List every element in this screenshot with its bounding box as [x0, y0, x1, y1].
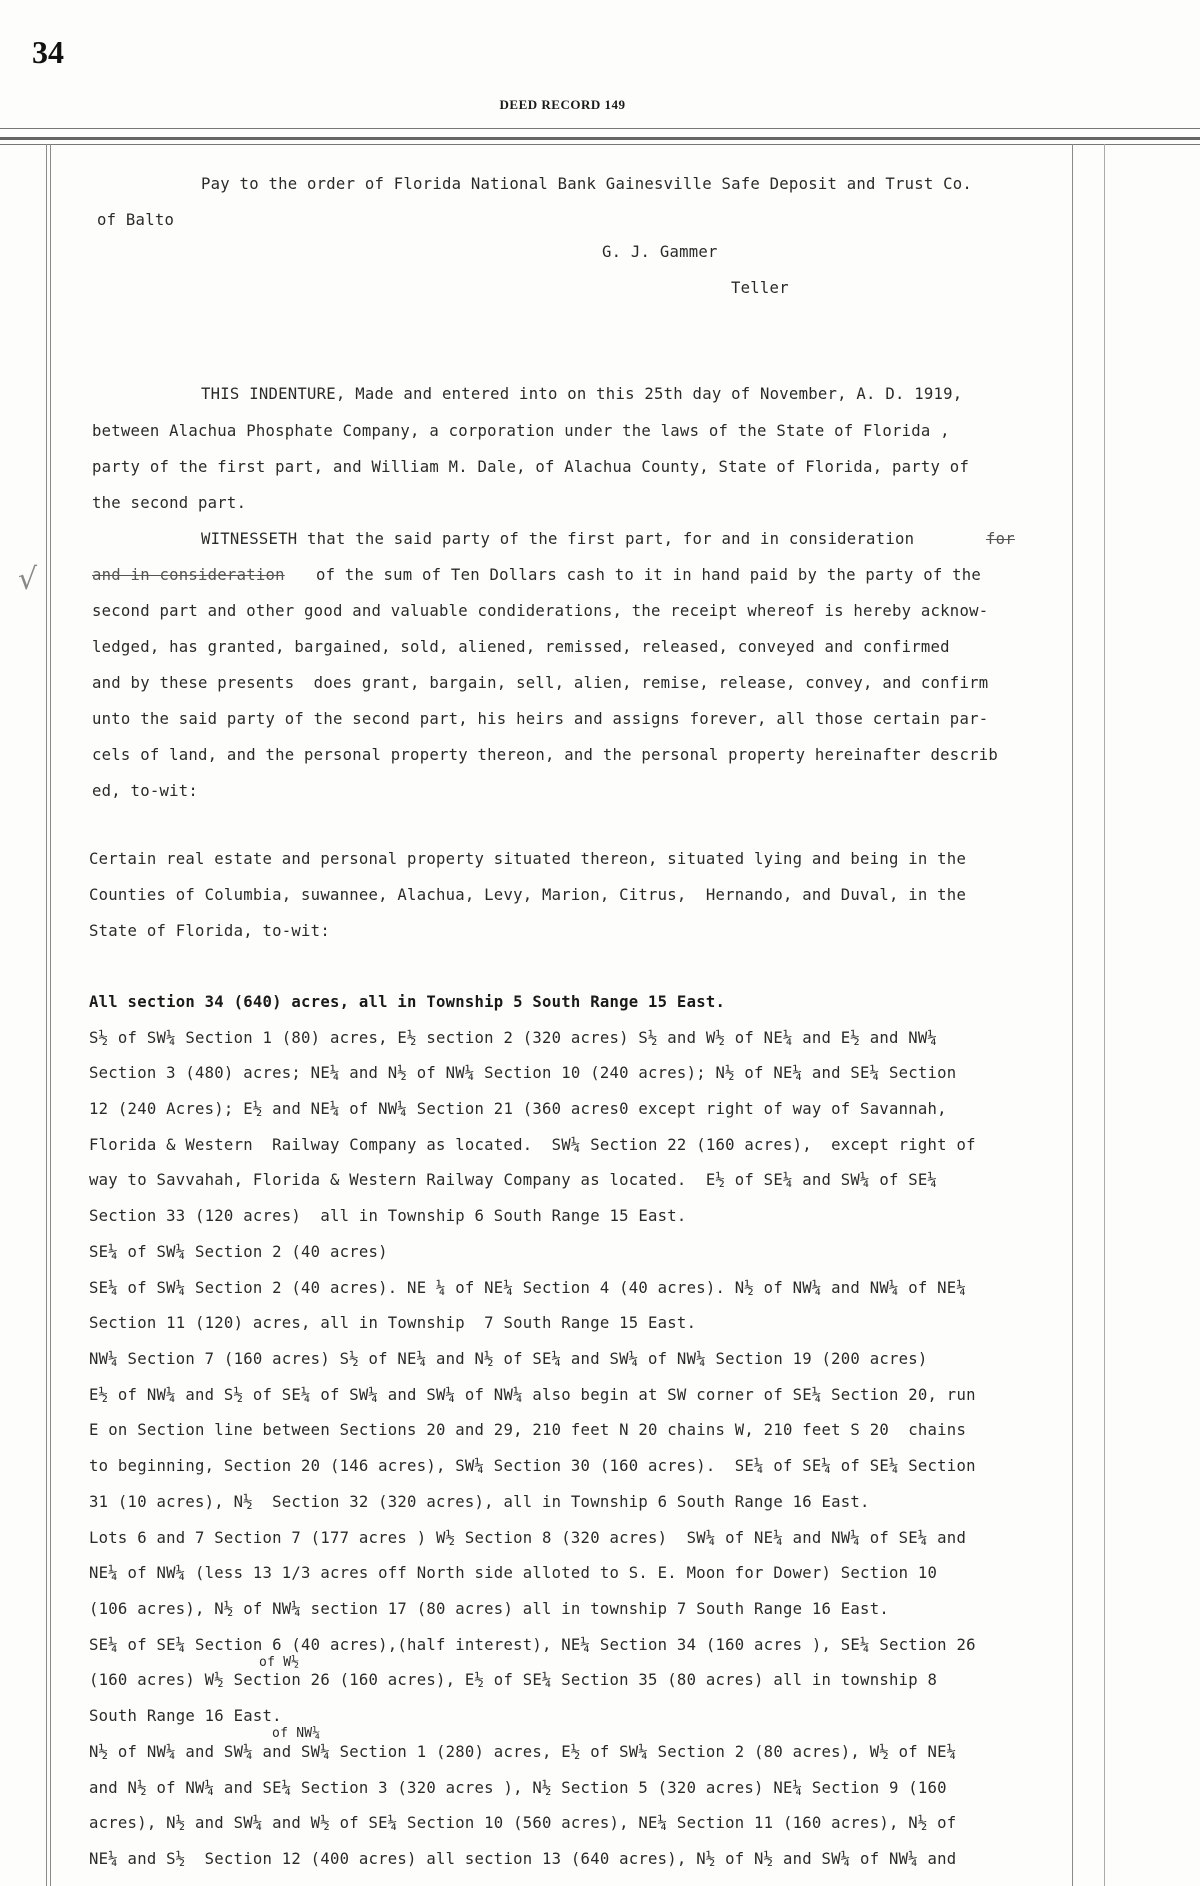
witnesseth-line: cels of land, and the personal property thereon, and the personal property hereinafter describ: [92, 746, 998, 764]
frame-left-inner: [50, 144, 51, 1886]
tract-line: Lots 6 and 7 Section 7 (177 acres ) W½ Section 8 (320 acres) SW¼ of NE¼ and NW¼ of SE¼ and: [89, 1529, 967, 1547]
endorsement-signer: G. J. Gammer: [602, 243, 718, 261]
tract-line: Section 3 (480) acres; NE¼ and N½ of NW¼ Section 10 (240 acres); N½ of NE¼ and SE¼ Section: [89, 1064, 957, 1082]
witnesseth-line: unto the said party of the second part, his heirs and assigns forever, all those certain par-: [92, 710, 989, 728]
tract-line: and N½ of NW¼ and SE¼ Section 3 (320 acres ), N½ Section 5 (320 acres) NE¼ Section 9 (160: [89, 1779, 947, 1797]
tract-line: way to Savvahah, Florida & Western Railway Company as located. E½ of SE¼ and SW¼ of SE¼: [89, 1171, 938, 1189]
property-intro-line: State of Florida, to-wit:: [89, 922, 330, 940]
page-number: 34: [32, 34, 64, 70]
property-intro-line: Certain real estate and personal property situated thereon, situated lying and being in the: [89, 850, 967, 868]
header-rule-thick: [0, 137, 1200, 140]
frame-left-outer: [46, 144, 47, 1886]
tract-line: 12 (240 Acres); E½ and NE¼ of NW¼ Section 21 (360 acres0 except right of way of Savannah,: [89, 1100, 947, 1118]
tract-line: NW¼ Section 7 (160 acres) S½ of NE¼ and N½ of SE¼ and SW¼ of NW¼ Section 19 (200 acres): [89, 1350, 928, 1368]
struck-word: and in consideration: [92, 566, 285, 584]
indenture-line: party of the first part, and William M. Dale, of Alachua County, State of Florida, party of: [92, 458, 970, 476]
indenture-line: THIS INDENTURE, Made and entered into on this 25th day of November, A. D. 1919,: [201, 385, 963, 403]
margin-check-mark: √: [18, 562, 38, 597]
interlinear-note: of NW¼: [272, 1726, 321, 1741]
header-rule-bottom: [0, 144, 1200, 145]
tract-line: 31 (10 acres), N½ Section 32 (320 acres), all in Township 6 South Range 16 East.: [89, 1493, 870, 1511]
interlinear-note: of W½: [259, 1655, 300, 1670]
property-intro-line: Counties of Columbia, suwannee, Alachua, Levy, Marion, Citrus, Hernando, and Duval, in the: [89, 886, 967, 904]
tract-line: NE¼ of NW¼ (less 13 1/3 acres off North side alloted to S. E. Moon for Dower) Section 10: [89, 1564, 938, 1582]
header-rule-top: [0, 128, 1200, 129]
frame-right-outer: [1104, 144, 1105, 1886]
indenture-line: the second part.: [92, 494, 247, 512]
tract-line: SE¼ of SE¼ Section 6 (40 acres),(half interest), NE¼ Section 34 (160 acres ), SE¼ Section 26: [89, 1636, 976, 1654]
tract-line: SE¼ of SW¼ Section 2 (40 acres). NE ¼ of NE¼ Section 4 (40 acres). N½ of NW¼ and NW¼ of NE¼: [89, 1279, 967, 1297]
tract-line: (160 acres) W½ Section 26 (160 acres), E½ of SE¼ Section 35 (80 acres) all in township 8: [89, 1671, 938, 1689]
endorsement-signer-title: Teller: [731, 279, 789, 297]
witnesseth-line: second part and other good and valuable condiderations, the receipt whereof is hereby acknow-: [92, 602, 989, 620]
indenture-line: between Alachua Phosphate Company, a corporation under the laws of the State of Florida ,: [92, 422, 950, 440]
tract-line: SE¼ of SW¼ Section 2 (40 acres): [89, 1243, 388, 1261]
tract-line: Section 33 (120 acres) all in Township 6 South Range 15 East.: [89, 1207, 687, 1225]
tract-line: S½ of SW¼ Section 1 (80) acres, E½ section 2 (320 acres) S½ and W½ of NE¼ and E½ and NW¼: [89, 1029, 938, 1047]
tract-line: N½ of NW¼ and SW¼ and SW¼ Section 1 (280) acres, E½ of SW¼ Section 2 (80 acres), W½ of NE¼: [89, 1743, 957, 1761]
endorsement-line: Pay to the order of Florida National Bank Gainesville Safe Deposit and Trust Co.: [201, 175, 973, 193]
struck-word: for: [986, 530, 1015, 548]
endorsement-line: of Balto: [97, 211, 175, 229]
tract-line: All section 34 (640) acres, all in Township 5 South Range 15 East.: [89, 993, 726, 1011]
tract-line: Florida & Western Railway Company as located. SW¼ Section 22 (160 acres), except right of: [89, 1136, 976, 1154]
frame-right-inner: [1072, 144, 1073, 1886]
tract-line: E½ of NW¼ and S½ of SE¼ of SW¼ and SW¼ of NW¼ also begin at SW corner of SE¼ Section 20, run: [89, 1386, 976, 1404]
tract-line: (106 acres), N½ of NW¼ section 17 (80 acres) all in township 7 South Range 16 East.: [89, 1600, 889, 1618]
witnesseth-line: ledged, has granted, bargained, sold, aliened, remissed, released, conveyed and confirmed: [92, 638, 950, 656]
tract-line: acres), N½ and SW¼ and W½ of SE¼ Section 10 (560 acres), NE¼ Section 11 (160 acres), N½ of: [89, 1814, 957, 1832]
tract-line: South Range 16 East.: [89, 1707, 282, 1725]
witnesseth-line: ed, to-wit:: [92, 782, 199, 800]
tract-line: Section 11 (120) acres, all in Township 7 South Range 15 East.: [89, 1314, 697, 1332]
witnesseth-line: and by these presents does grant, bargain, sell, alien, remise, release, convey, and confirm: [92, 674, 989, 692]
record-title: DEED RECORD 149: [499, 97, 626, 112]
witnesseth-line: of the sum of Ten Dollars cash to it in hand paid by the party of the: [316, 566, 982, 584]
tract-line: NE¼ and S½ Section 12 (400 acres) all section 13 (640 acres), N½ of N½ and SW¼ of NW¼ and: [89, 1850, 957, 1868]
tract-line: E on Section line between Sections 20 and 29, 210 feet N 20 chains W, 210 feet S 20 chains: [89, 1421, 967, 1439]
witnesseth-line: WITNESSETH that the said party of the first part, for and in consideration: [201, 530, 915, 548]
tract-line: to beginning, Section 20 (146 acres), SW¼ Section 30 (160 acres). SE¼ of SE¼ of SE¼ Section: [89, 1457, 976, 1475]
